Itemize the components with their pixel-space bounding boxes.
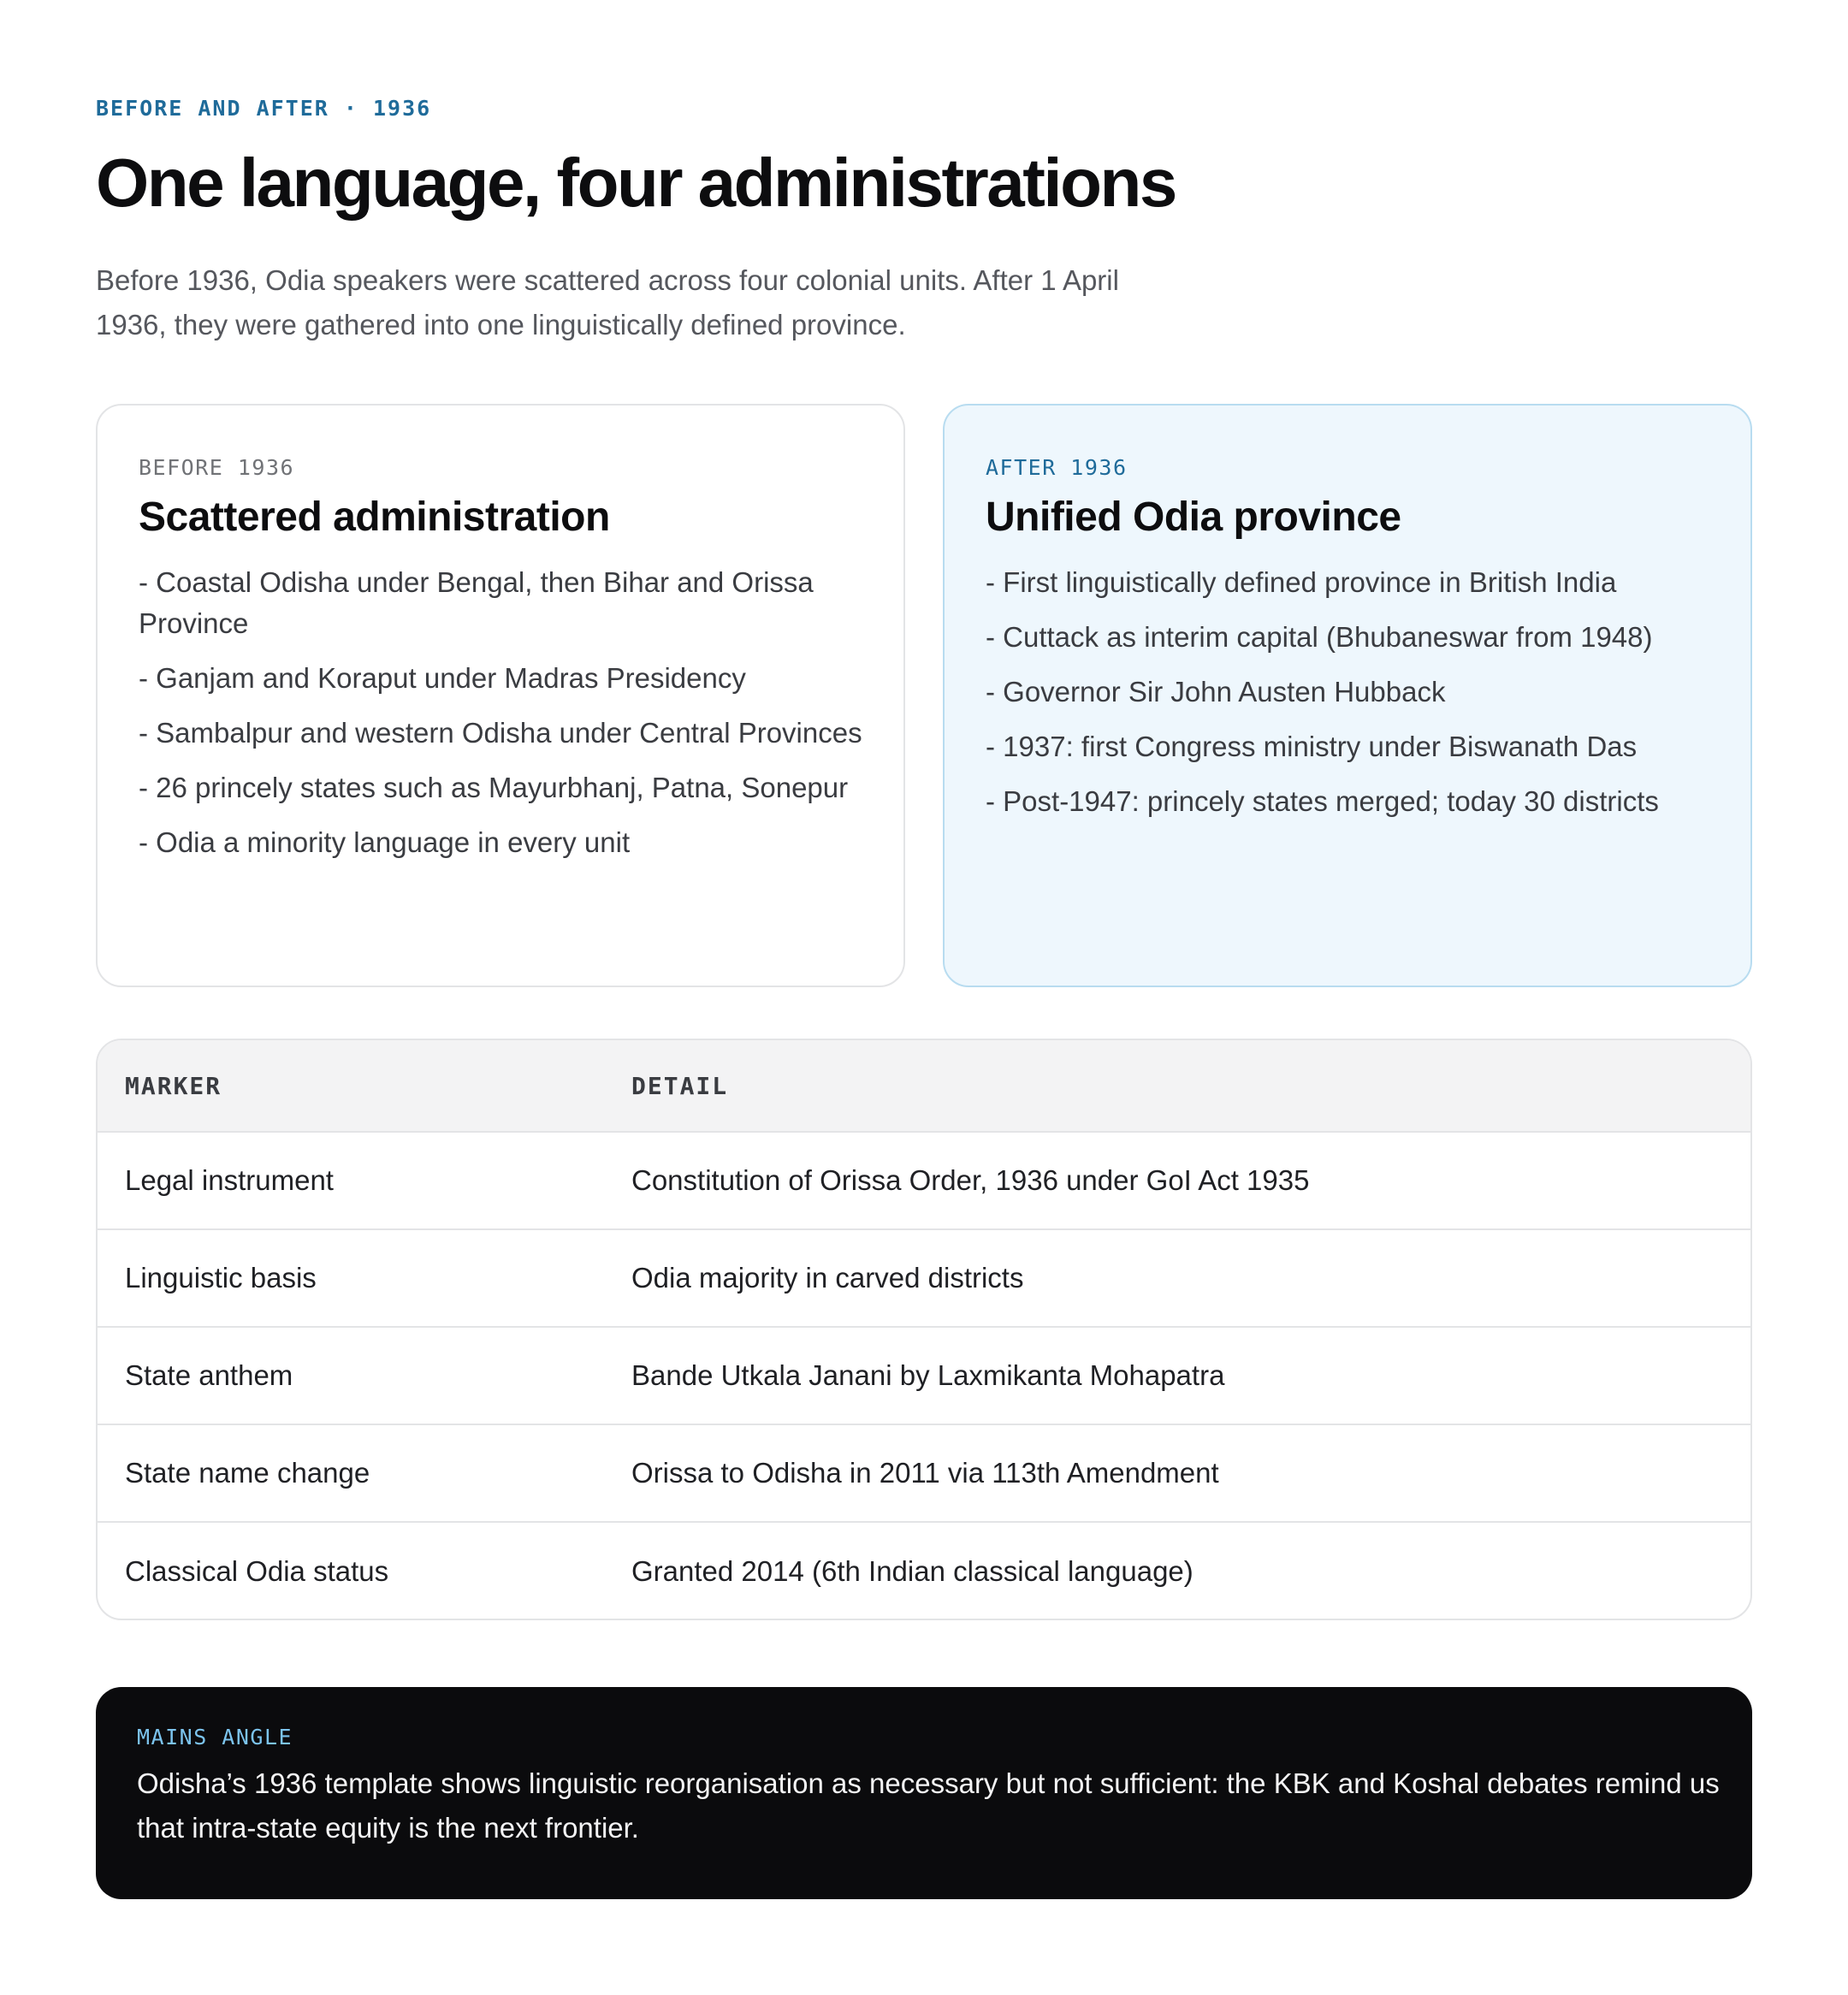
list-item: - Governor Sir John Austen Hubback <box>986 676 1446 707</box>
list-item: - First linguistically defined province in British India <box>986 566 1617 598</box>
before-list <box>139 562 862 863</box>
eyebrow: BEFORE AND AFTER · 1936 <box>96 96 432 121</box>
detail-cell: Constitution of Orissa Order, 1936 under GoI Act 1935 <box>631 1164 1310 1196</box>
marker-table <box>96 1039 1752 1620</box>
table-row <box>98 1523 1750 1620</box>
list-item: - Post-1947: princely states merged; today 30 districts <box>986 785 1659 817</box>
detail-cell: Orissa to Odisha in 2011 via 113th Amendment <box>631 1457 1219 1489</box>
detail-cell: Odia majority in carved districts <box>631 1262 1024 1293</box>
after-kicker: AFTER 1936 <box>986 455 1128 480</box>
table-row <box>98 1230 1750 1328</box>
list-item: - Ganjam and Koraput under Madras Presidency <box>139 662 746 694</box>
after-list <box>986 562 1709 822</box>
list-item: - Odia a minority language in every unit <box>139 826 631 858</box>
column-header-marker: MARKER <box>125 1071 222 1100</box>
after-card <box>943 404 1752 987</box>
marker-cell: Classical Odia status <box>125 1555 389 1587</box>
before-kicker: BEFORE 1936 <box>139 455 295 480</box>
marker-cell: State name change <box>125 1457 370 1489</box>
mains-angle-callout <box>96 1687 1752 1899</box>
detail-cell: Bande Utkala Janani by Laxmikanta Mohapatra <box>631 1359 1225 1391</box>
marker-cell: Linguistic basis <box>125 1262 317 1293</box>
after-title: Unified Odia province <box>986 494 1401 540</box>
list-item: - 26 princely states such as Mayurbhanj, Patna, Sonepur <box>139 772 849 803</box>
callout-kicker: MAINS ANGLE <box>137 1725 293 1749</box>
marker-cell: Legal instrument <box>125 1164 334 1196</box>
column-header-detail: DETAIL <box>631 1071 729 1100</box>
table-row <box>98 1425 1750 1523</box>
callout-text: Odisha’s 1936 template shows linguistic reorganisation as necessary but not sufficient: the KBK and Koshal debates remind us that intra-state equity is the next frontier. <box>137 1767 1720 1844</box>
marker-cell: State anthem <box>125 1359 293 1391</box>
lede: Before 1936, Odia speakers were scattered across four colonial units. After 1 April 1936, they were gathered into one linguistically defined province. <box>96 264 1119 340</box>
detail-cell: Granted 2014 (6th Indian classical language) <box>631 1555 1194 1587</box>
before-title: Scattered administration <box>139 494 610 540</box>
list-item: - Cuttack as interim capital (Bhubaneswar from 1948) <box>986 621 1653 653</box>
table-row <box>98 1133 1750 1230</box>
before-card <box>96 404 905 987</box>
page-title: One language, four administrations <box>96 145 1176 221</box>
table-header <box>98 1040 1750 1133</box>
table-row <box>98 1328 1750 1425</box>
list-item: - Sambalpur and western Odisha under Central Provinces <box>139 717 862 749</box>
list-item: - Coastal Odisha under Bengal, then Bihar and Orissa Province <box>139 566 814 639</box>
list-item: - 1937: first Congress ministry under Biswanath Das <box>986 731 1638 762</box>
